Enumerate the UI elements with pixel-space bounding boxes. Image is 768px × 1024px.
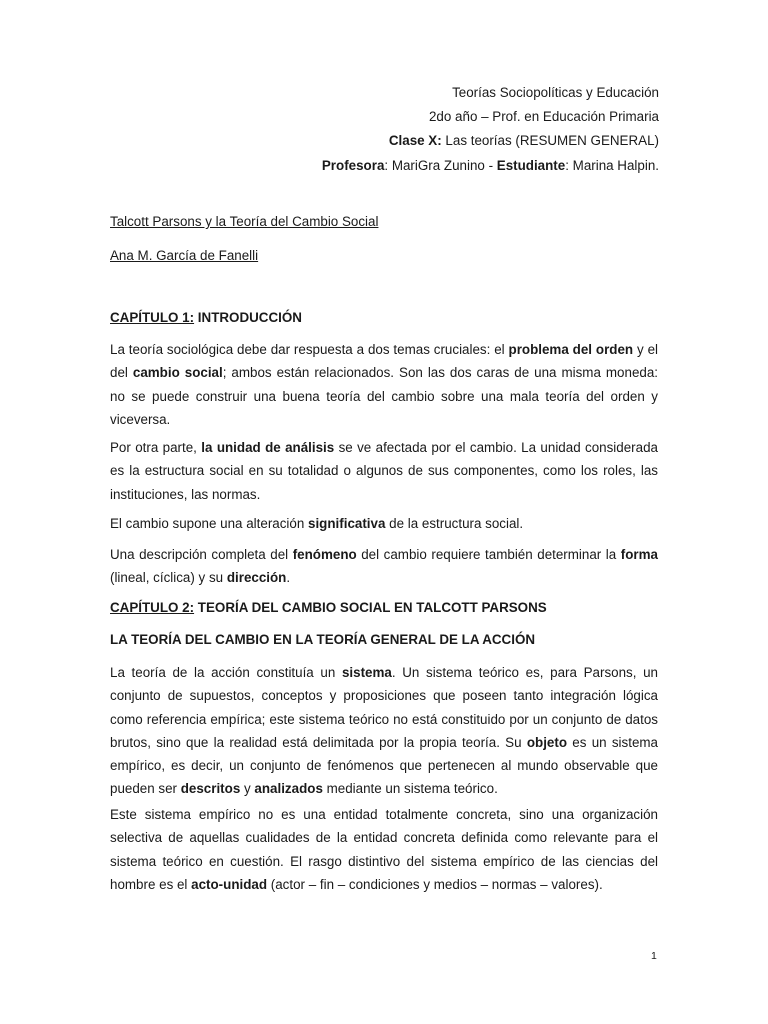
chapter-1-title: INTRODUCCIÓN <box>194 310 302 325</box>
section-heading: LA TEORÍA DEL CAMBIO EN LA TEORÍA GENERAL DE LA ACCIÓN <box>110 632 536 647</box>
header-class <box>389 133 659 149</box>
header-year: 2do año – Prof. en Educación Primaria <box>428 109 659 124</box>
header-class-label: Clase X: <box>388 133 442 148</box>
header-student-value: : Marina Halpin. <box>565 158 659 173</box>
header-student-label: Estudiante <box>496 158 566 173</box>
chapter-1-label: CAPÍTULO 1: <box>110 310 195 325</box>
header-course: Teorías Sociopolíticas y Educación <box>452 85 659 100</box>
paragraph-5: La teoría de la acción constituía un sistema. Un sistema teórico es, para Parsons, un conjunto de supuestos, conceptos y proposiciones que poseen tanto integración lógica como referencia empírica; este sistema teórico no está constituido por un conjunto de datos brutos, sino que la realidad está delimitada por la propia teoría. Su objeto es un sistema empírico, es decir, un conjunto de fenómenos que pertenecen al mundo observable que pueden ser descritos y analizados mediante un sistema teórico. <box>110 665 658 797</box>
header-class-value: Las teorías (RESUMEN GENERAL) <box>441 133 659 148</box>
page-number: 1 <box>651 950 657 962</box>
paragraph-4: Una descripción completa del fenómeno del cambio requiere también determinar la forma (lineal, cíclica) y su dirección. <box>110 547 658 586</box>
paragraph-1: La teoría sociológica debe dar respuesta a dos temas cruciales: el problema del orden y el del cambio social; ambos están relacionados. Son las dos caras de una misma moneda: no se puede construir una buena teoría del cambio sobre una mala teoría del orden y viceversa. <box>110 342 659 427</box>
header-teacher-label: Profesora <box>321 158 385 173</box>
paragraph-6: Este sistema empírico no es una entidad totalmente concreta, sino una organización selectiva de aquellas cualidades de la entidad concreta definida como relevante para el sistema teórico en cuestión. El rasgo distintivo del sistema empírico de las ciencias del hombre es el acto-unidad (actor – fin – condiciones y medios – normas – valores). <box>110 807 658 892</box>
chapter-2-label: CAPÍTULO 2: <box>110 600 195 615</box>
paragraph-2: Por otra parte, la unidad de análisis se ve afectada por el cambio. La unidad considerada es la estructura social en su totalidad o algunos de sus componentes, como los roles, las instituciones, las normas. <box>110 440 658 502</box>
chapter-2-title: TEORÍA DEL CAMBIO SOCIAL EN TALCOTT PARSONS <box>194 600 547 615</box>
chapter-1-heading <box>110 310 302 325</box>
document-author: Ana M. García de Fanelli <box>110 248 259 263</box>
document-title: Talcott Parsons y la Teoría del Cambio Social <box>110 214 379 229</box>
paragraph-3: El cambio supone una alteración significativa de la estructura social. <box>110 516 524 531</box>
header-people <box>322 158 659 174</box>
header-teacher-value: : MariGra Zunino - <box>384 158 497 173</box>
chapter-2-heading <box>110 600 547 615</box>
